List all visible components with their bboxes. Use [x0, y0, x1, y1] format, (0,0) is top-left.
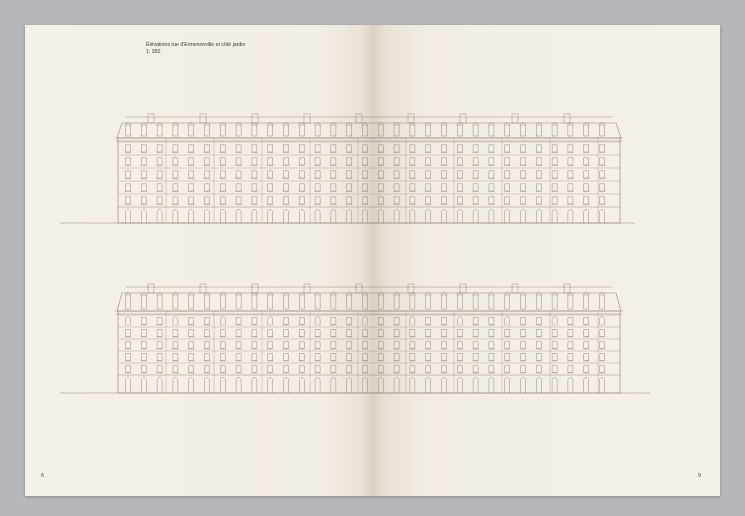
elevation-drawings	[25, 25, 720, 496]
right-page-number: 9	[698, 473, 702, 479]
street-elevation-drawing	[60, 114, 635, 223]
left-page-number: 6	[41, 473, 45, 479]
caption-scale: 1: 350	[146, 49, 161, 55]
book-spread	[25, 25, 720, 496]
caption-title: Élévations rue d'Ermenonville et côté jardin	[146, 42, 246, 48]
garden-elevation-drawing	[60, 284, 650, 393]
